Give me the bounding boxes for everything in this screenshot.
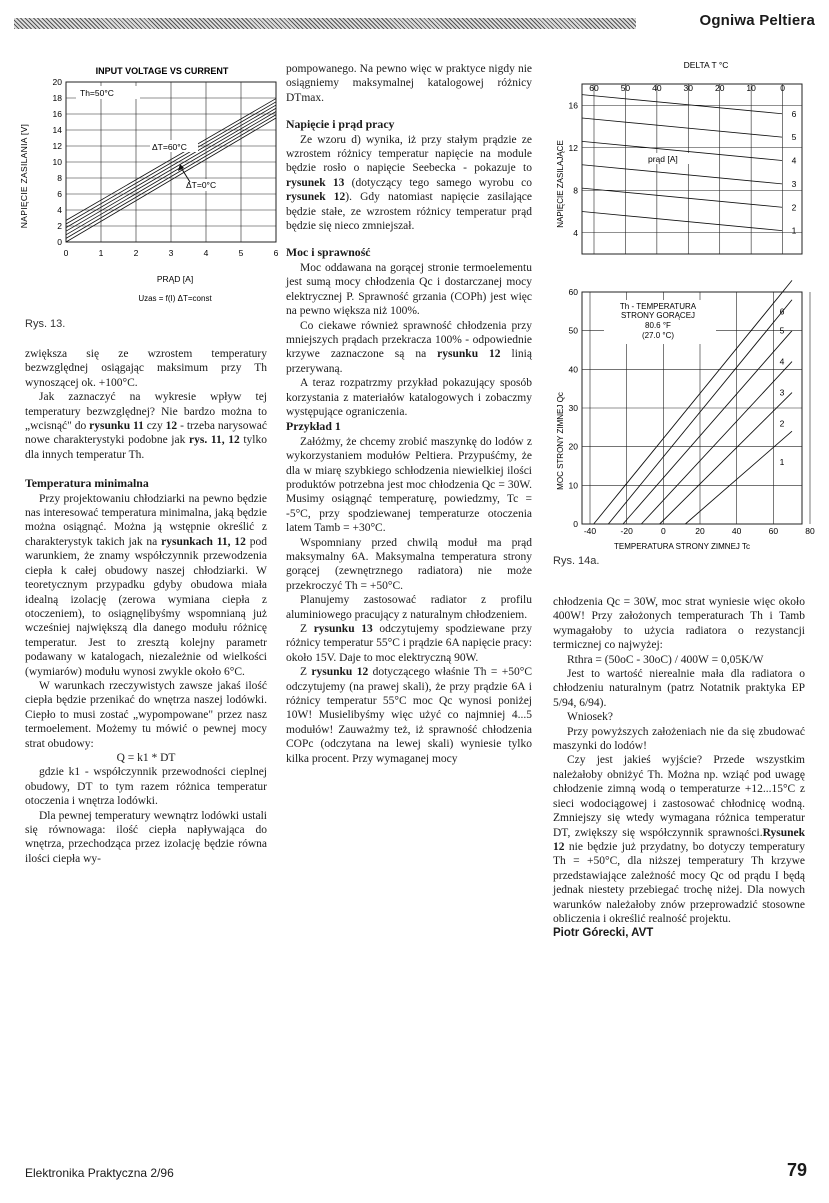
c2-paragraph-2: Ze wzoru d) wynika, iż przy stałym prądzie ze wzrostem różnicy temperatur napięcie na module będzie rosło o napięcie Seebecka - pokazuje to rysunek 13 (dotyczący tego samego wyrobu co rysunek 12). Gdy natomiast napięcie zasilające będzie stałe, ze wzrostem różnicy temperatur prąd będzie się nieco zmniejszał. xyxy=(286,133,533,233)
c3-paragraph-5: Czy jest jakieś wyjście? Przede wszystkim należałoby obniżyć Th. Można np. wziąć pod uwagę chłodzenie zimną wodą o temperaturze +12...15°C z sieci wodociągowej i zastosować chłodnicę wodną. Zmniejszy się wtedy wymagana różnica temperatur DT, zwiększy się współczynnik sprawności.Rysunek 12 nie będzie już przydatny, bo dotyczy temperatury Th = +50°C, dla niższej temperatury Th krzywe przedstawiające zależność mocy Qc od prądu I będą jednak niestety przebiegać trochę niżej. Dla nowych warunków należałoby znów przeprowadzić stosowne obliczenia i określić realność projektu. xyxy=(553,754,805,925)
fig14-top-ytick: 16 xyxy=(568,100,578,111)
fig13-ytick: 20 xyxy=(52,77,62,87)
fig13-xtick: 0 xyxy=(63,248,69,258)
fig13-ytick: 4 xyxy=(57,205,62,215)
fig13-ytick: 10 xyxy=(52,157,62,167)
fig14-bottom-xtick: 60 xyxy=(768,526,779,536)
c3-formula: Rthra = (50oC - 30oC) / 400W = 0,05K/W xyxy=(567,653,764,666)
fig14-top-gridlines xyxy=(582,84,802,254)
fig14-bottom-ytick: 20 xyxy=(568,441,578,452)
fig14-top-curve-label: 6 xyxy=(791,108,797,119)
fig13-dt0-label: ΔT=0°C xyxy=(186,180,217,190)
fig14-top-curve xyxy=(582,212,782,231)
c2-paragraph-9: Z rysunku 13 odczytujemy spodziewane przy różnicy temperatur 55°C i prądzie 6A napięcie pracy: około 15V. Daje to moc elektryczną 90W. xyxy=(286,623,532,664)
fig13-note: Uzas = f(I) ΔT=const xyxy=(138,294,212,303)
magazine-issue: Elektronika Praktyczna 2/96 xyxy=(25,1166,174,1180)
fig13-xlabel: PRĄD [A] xyxy=(156,274,194,284)
fig14-top-curve-label: 5 xyxy=(791,132,797,143)
c2-paragraph-4: Co ciekawe również sprawność chłodzenia przy mniejszych prądach przekracza 100% - odpowiednie krzywe zaznaczone są na rysunku 12 linią przerywaną. xyxy=(286,319,532,375)
fig14-top-curve-label: 1 xyxy=(791,225,797,236)
fig14-top-curve-label: 4 xyxy=(791,155,797,166)
fig14-top-title: DELTA T °C xyxy=(683,60,729,70)
fig14-bottom-ytick: 50 xyxy=(568,325,578,336)
c1-paragraph-3: Przy projektowaniu chłodziarki na pewno będzie nas interesować temperatura minimalna, jaką będzie można osiągnąć. Można ją wstępnie określić z charakterystyk takich jak na rysunkach 11, 12 pod warunkiem, że znamy współczynnik przewodzenia ciepła k całej obudowy naszej chłodziarki. W teoretycznym przypadku gdyby obudowa miała idealną izolację (zerowa wymiana ciepła z otoczeniem), to osiągnęlibyśmy wspomnianą już wcześniej największą dla danego modułu różnicę temperatur. Jest to zresztą kolejny parametr podawany w katalogach, niezależnie od wielkości (wymiarów) modułu wynosi zwykle około 6°C. xyxy=(25,492,267,678)
fig14-bottom-ytick: 0 xyxy=(573,519,578,529)
c1-heading-temperature: Temperatura minimalna xyxy=(25,476,149,491)
fig14-top-curve-label: 3 xyxy=(791,178,797,189)
fig14-bottom-curve-label: 6 xyxy=(779,306,785,317)
fig14-top-ytick: 8 xyxy=(573,185,578,196)
column-2 xyxy=(286,62,532,1152)
fig14-top-xtick: 0 xyxy=(780,83,785,93)
fig14-caption: Rys. 14a. xyxy=(553,555,600,567)
c2-paragraph-6: Załóżmy, że chcemy zrobić maszynkę do lodów z wykorzystaniem modułów Peltiera. Przypuśćmy, że dla w miarę szybkiego schłodzenia niewielkiej ilości produktów potrzebna jest moc chłodzenia Qc = 30W. Musimy osiągnąć temperaturę, powiedzmy, Tc = -5°C, przy spodziewanej temperaturze otoczenia latem Tamb = +30°C. xyxy=(286,435,532,535)
fig13-ytick: 12 xyxy=(52,141,62,151)
fig13-tick-labels xyxy=(53,77,279,258)
c2-paragraph-10: Z rysunku 12 dotyczącego właśnie Th = +50°C odczytujemy (na prawej skali), że przy prądzie 6A i różnicy temperatur 55°C moc Qc wynosi poniżej 10W! Musielibyśmy więc użyć co najmniej 4...5 modułów! Zauważmy też, iż sprawność chłodzenia COPc (odczytana na lewej skali) wyniesie tylko kilka procent. Przy wymaganej mocy xyxy=(286,666,532,765)
fig14-top-xtick: 40 xyxy=(652,83,662,93)
c2-heading-example: Przykład 1 xyxy=(286,419,341,434)
fig13-dt60-label: ΔT=60°C xyxy=(152,142,187,152)
c3-paragraph-3: Wniosek? xyxy=(567,711,613,724)
c2-paragraph-5: A teraz rozpatrzmy przykład pokazujący sposób korzystania z materiałów katalogowych i zobaczmy występujące ograniczenia. xyxy=(286,377,532,418)
fig14-top-xtick: 50 xyxy=(620,83,631,93)
fig14-bottom-curve xyxy=(660,393,792,524)
fig13-xtick: 2 xyxy=(133,248,139,258)
fig14-top-ylabel: NAPIĘCIE ZASILAJĄCE xyxy=(556,140,565,228)
fig14-bottom-ytick: 60 xyxy=(568,287,578,297)
fig13-ylabel: NAPIĘCIE ZASILANIA [V] xyxy=(19,123,29,229)
fig14-top-ytick: 12 xyxy=(568,142,578,153)
fig14-bottom-curve xyxy=(623,331,792,524)
fig14-bottom-curve-labels xyxy=(780,306,785,467)
fig14-top-xtick: 30 xyxy=(683,83,694,93)
fig14-th-box-2: STRONY GORĄCEJ xyxy=(620,311,696,320)
column-1 xyxy=(25,347,267,1152)
fig14-current-label: prąd [A] xyxy=(648,154,678,164)
fig13-xtick: 5 xyxy=(238,248,244,258)
fig14-top-xtick: 10 xyxy=(746,83,756,93)
figure-14a-chart xyxy=(548,56,815,568)
fig14-th-box-1: Th - TEMPERATURA xyxy=(619,302,697,311)
c2-paragraph-8: Planujemy zastosować radiator z profilu aluminiowego pracujący z naturalnym chłodzeniem. xyxy=(286,594,532,621)
c1-paragraph-4: W warunkach rzeczywistych zawsze jakaś ilość ciepła będzie przenikać do wnętrza naszej lodówki. Ciepło to musi zostać „wypompowane" przez nasz termoelement. Możemy tu mówić o pewnej mocy strat obudowy: xyxy=(25,679,267,750)
c3-paragraph-4: Przy powyższych założeniach nie da się zbudować maszynki do lodów! xyxy=(553,725,805,753)
c1-formula: Q = k1 * DT xyxy=(116,751,176,764)
fig14-top-curve xyxy=(582,118,782,137)
fig14-bottom-xtick: -20 xyxy=(620,526,633,536)
fig14-bottom-ytick: 40 xyxy=(568,364,578,375)
c2-paragraph-1: pompowanego. Na pewno więc w praktyce nigdy nie osiągniemy maksymalnej katalogowej różnicy DTmax. xyxy=(286,63,532,104)
fig14-top-curve xyxy=(582,95,782,114)
fig14-top-frame xyxy=(582,84,802,254)
fig13-ytick: 2 xyxy=(57,221,62,231)
c1-paragraph-1: zwiększa się ze wzrostem temperatury bezwzględnej osiągając maksimum przy Th wynoszącej ok. +100°C. xyxy=(25,348,267,389)
c1-paragraph-2: Jak zaznaczyć na wykresie wpływ tej temperatury bezwzględnej? Nie bardzo można to „wcisnąć" do rysunku 11 czy 12 - trzeba narysować nowe charakterystyki podobne jak rys. 11, 12 tylko dla innych temperatur Th. xyxy=(25,391,268,461)
fig13-xtick: 1 xyxy=(98,248,104,258)
fig13-ytick: 6 xyxy=(57,189,62,199)
fig14-top-xtick: 20 xyxy=(714,83,725,93)
fig13-th-label: Th=50°C xyxy=(80,88,114,98)
c1-paragraph-5: gdzie k1 - współczynnik przewodności cieplnej obudowy, DT to tym razem różnica temperatur otoczenia i wnętrza lodówki. xyxy=(25,766,267,808)
fig14-bottom-xlabel: TEMPERATURA STRONY ZIMNEJ Tc xyxy=(613,542,751,551)
fig14-bottom-xtick: -40 xyxy=(583,526,597,536)
c2-heading-moc: Moc i sprawność xyxy=(286,245,371,260)
column-3 xyxy=(553,595,805,1152)
section-title: Ogniwa Peltiera xyxy=(699,12,815,29)
fig13-ytick: 8 xyxy=(57,173,62,183)
fig14-th-box-3: 80.6 °F xyxy=(645,321,671,330)
fig14-top-curve xyxy=(582,165,782,184)
fig14-top-curve-label: 2 xyxy=(791,202,797,213)
fig13-ytick: 14 xyxy=(52,125,62,135)
header-decor-band xyxy=(14,18,636,29)
fig14-bottom-curve-label: 4 xyxy=(779,356,785,367)
fig14-bottom-ytick: 30 xyxy=(568,403,578,413)
fig13-caption: Rys. 13. xyxy=(25,318,66,330)
page-number: 79 xyxy=(786,1160,807,1180)
author-signature: Piotr Górecki, AVT xyxy=(553,927,654,940)
fig13-gridlines xyxy=(66,82,276,242)
fig13-ytick: 0 xyxy=(57,237,62,247)
c3-paragraph-1: chłodzenia Qc = 30W, moc strat wyniesie więc około 400W! Przy założonych temperaturach Th i Tamb wymagałoby to użycia radiatora o rezystancji termicznej co najwyżej: xyxy=(553,596,805,652)
fig13-xtick: 4 xyxy=(203,248,209,258)
fig14-bottom-curve xyxy=(641,362,792,524)
fig13-xtick: 3 xyxy=(168,248,174,258)
fig14-bottom-xtick: 20 xyxy=(695,526,705,536)
fig14-bottom-ytick: 10 xyxy=(568,480,578,491)
fig13-ytick: 16 xyxy=(52,109,62,119)
fig14-bottom-xtick: 40 xyxy=(731,526,742,536)
fig14-bottom-curve-label: 5 xyxy=(779,325,785,336)
c2-paragraph-7: Wspomniany przed chwilą moduł ma prąd maksymalny 6A. Maksymalna temperatura strony gorącej (zewnętrznego radiatora) nie może przekroczyć Th = +50°C. xyxy=(286,536,532,592)
fig14-bottom-curve-label: 3 xyxy=(779,387,785,398)
fig14-bottom-curve-label: 1 xyxy=(779,457,785,468)
fig14-bottom-curve-label: 2 xyxy=(779,418,785,429)
fig13-title: INPUT VOLTAGE VS CURRENT xyxy=(95,66,229,76)
fig14-top-xtick: 60 xyxy=(589,83,599,93)
c1-paragraph-6: Dla pewnej temperatury wewnątrz lodówki ustali się równowaga: ilość ciepła napływająca do wnętrza, przechodząca przez izolację będzie równa ilości ciepła wy- xyxy=(25,809,267,865)
fig14-bottom-ylabel: MOC STRONY ZIMNEJ Qc xyxy=(556,392,565,490)
figure-13-chart xyxy=(14,60,279,310)
c2-heading-napiecie: Napięcie i prąd pracy xyxy=(286,117,395,132)
c3-paragraph-2: Jest to wartość nierealnie mała dla radiatora o chłodzeniu naturalnym (patrz Notatnik praktyka EP 5/94, 6/94). xyxy=(553,668,805,709)
fig14-top-curve xyxy=(582,188,782,207)
fig14-top-curve-labels xyxy=(792,109,797,236)
fig14-top-ytick: 4 xyxy=(573,227,578,238)
fig13-xtick: 6 xyxy=(273,248,279,258)
c2-paragraph-3: Moc oddawana na gorącej stronie termoelementu jest sumą mocy chłodzenia Qc i dostarczanej mocy elektrycznej P. Sprawność grzania (COPh) jest więc na pewno większa niż 100%. xyxy=(286,261,532,318)
fig14-th-box-4: (27.0 °C) xyxy=(641,331,675,340)
fig13-ytick: 18 xyxy=(52,93,62,103)
fig14-bottom-xtick: 0 xyxy=(660,526,666,536)
fig14-bottom-xtick: 80 xyxy=(805,526,815,536)
